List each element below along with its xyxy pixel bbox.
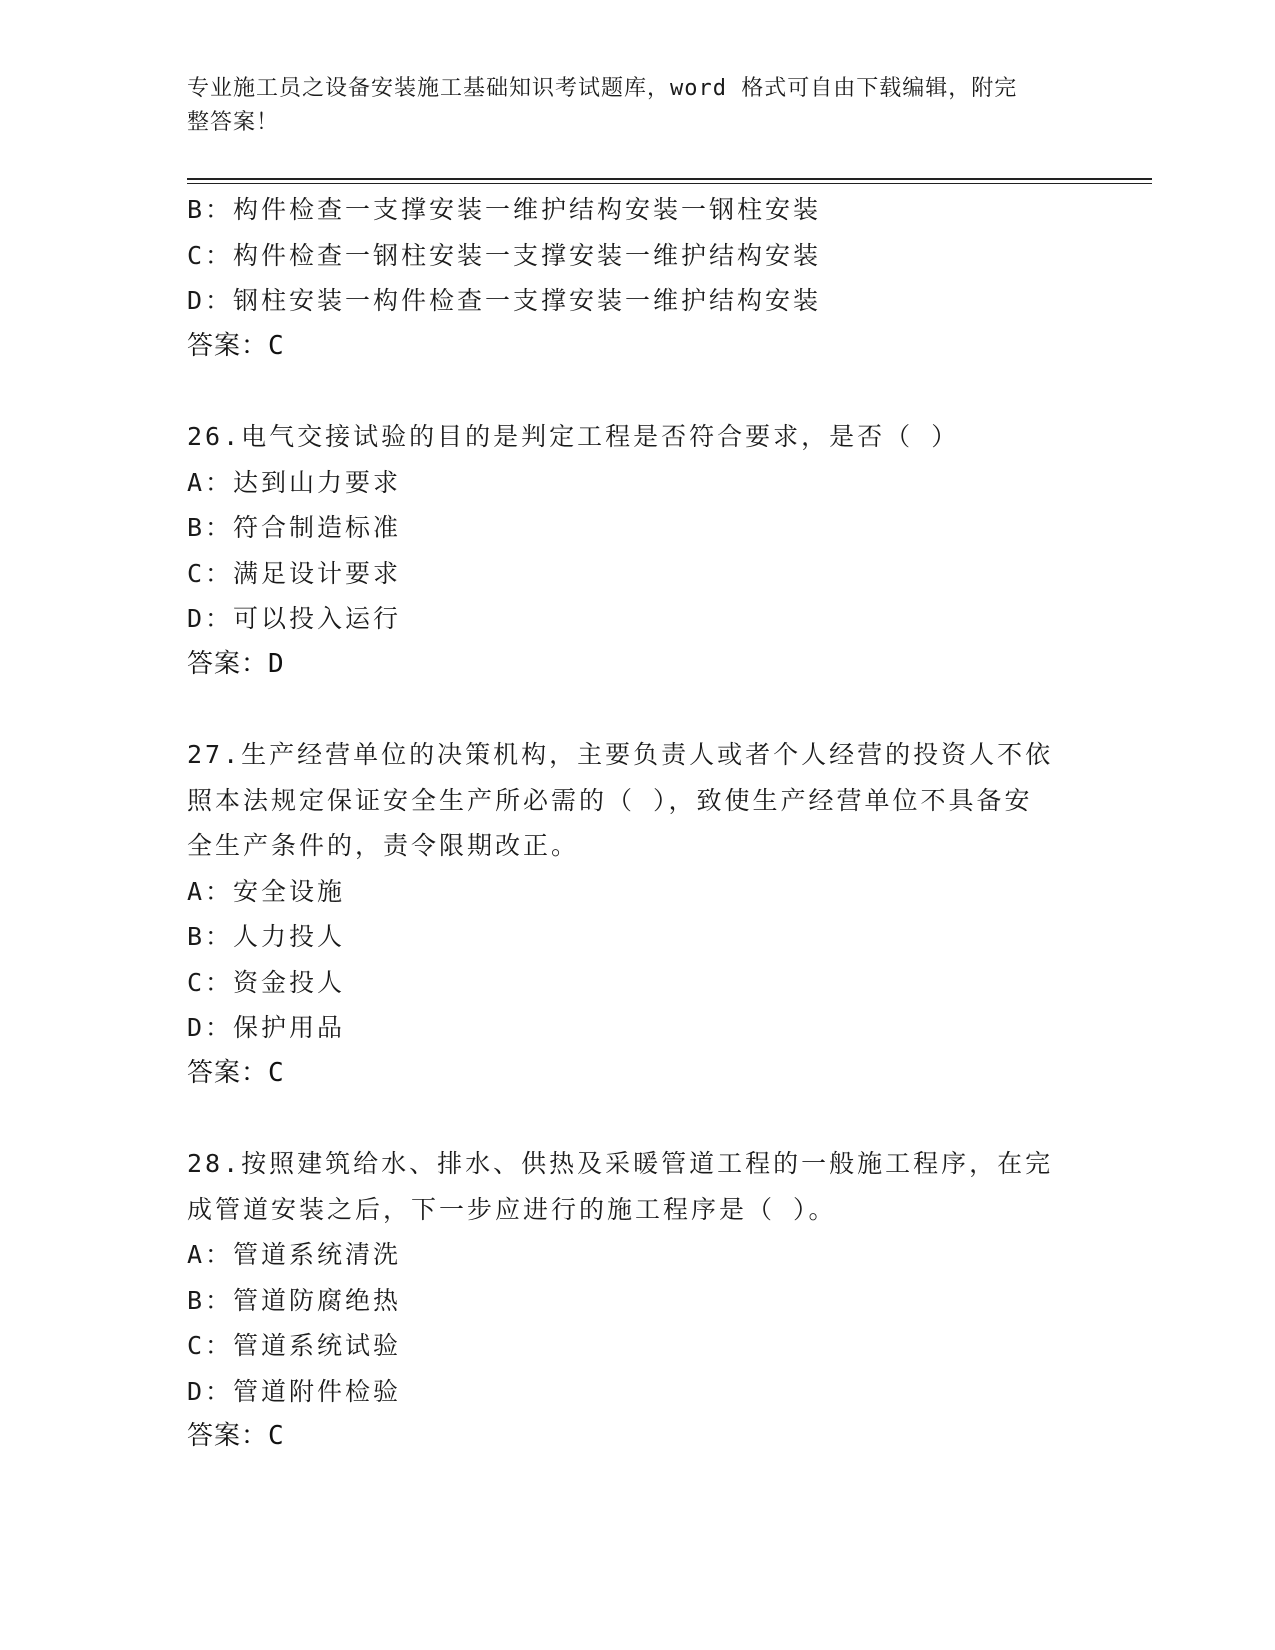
question-text-line-2: 成管道安装之后，下一步应进行的施工程序是（ ）。 bbox=[187, 1194, 837, 1224]
question-27 bbox=[187, 732, 1087, 1096]
spacer bbox=[187, 1096, 1087, 1141]
option-a: A：安全设施 bbox=[187, 876, 346, 906]
option-d: D：管道附件检验 bbox=[187, 1376, 402, 1406]
header-line-2: 整答案！ bbox=[187, 110, 280, 135]
question-text: 26.电气交接试验的目的是判定工程是否符合要求，是否（ ） bbox=[187, 422, 960, 451]
option-b: B：管道防腐绝热 bbox=[187, 1285, 402, 1315]
question-list bbox=[187, 187, 1087, 1460]
option-c: C：构件检查一钢柱安装一支撑安装一维护结构安装 bbox=[187, 240, 822, 270]
answer: 答案：C bbox=[187, 1057, 285, 1088]
answer: 答案：C bbox=[187, 330, 285, 361]
option-c: C：管道系统试验 bbox=[187, 1331, 402, 1360]
header-line-1: 专业施工员之设备安装施工基础知识考试题库，word 格式可自由下载编辑，附完 bbox=[187, 76, 1018, 101]
header-rule-thick bbox=[187, 178, 1152, 180]
option-b: B：符合制造标准 bbox=[187, 513, 402, 542]
option-d: D：保护用品 bbox=[187, 1013, 346, 1042]
question-25-tail bbox=[187, 187, 1087, 369]
option-a: A：管道系统清洗 bbox=[187, 1240, 402, 1269]
option-a: A：达到山力要求 bbox=[187, 467, 402, 497]
option-d: D：可以投入运行 bbox=[187, 604, 402, 633]
option-d: D：钢柱安装一构件检查一支撑安装一维护结构安装 bbox=[187, 286, 822, 315]
spacer bbox=[187, 687, 1087, 732]
answer: 答案：D bbox=[187, 648, 285, 679]
spacer bbox=[187, 369, 1087, 414]
question-28 bbox=[187, 1141, 1087, 1460]
option-c: C：资金投人 bbox=[187, 967, 346, 997]
question-text-line-1: 28.按照建筑给水、排水、供热及采暖管道工程的一般施工程序，在完 bbox=[187, 1149, 1054, 1178]
document-header bbox=[187, 72, 1077, 140]
answer: 答案：C bbox=[187, 1421, 285, 1451]
option-b: B：构件检查一支撑安装一维护结构安装一钢柱安装 bbox=[187, 195, 822, 224]
option-c: C：满足设计要求 bbox=[187, 558, 402, 588]
option-b: B：人力投人 bbox=[187, 922, 346, 951]
question-text-line-2: 照本法规定保证安全生产所必需的（ ），致使生产经营单位不具备安 bbox=[187, 785, 1033, 815]
question-26 bbox=[187, 414, 1087, 687]
question-text-line-1: 27.生产经营单位的决策机构，主要负责人或者个人经营的投资人不依 bbox=[187, 740, 1054, 769]
question-text-line-3: 全生产条件的，责令限期改正。 bbox=[187, 831, 580, 860]
header-rule-thin bbox=[187, 183, 1152, 184]
